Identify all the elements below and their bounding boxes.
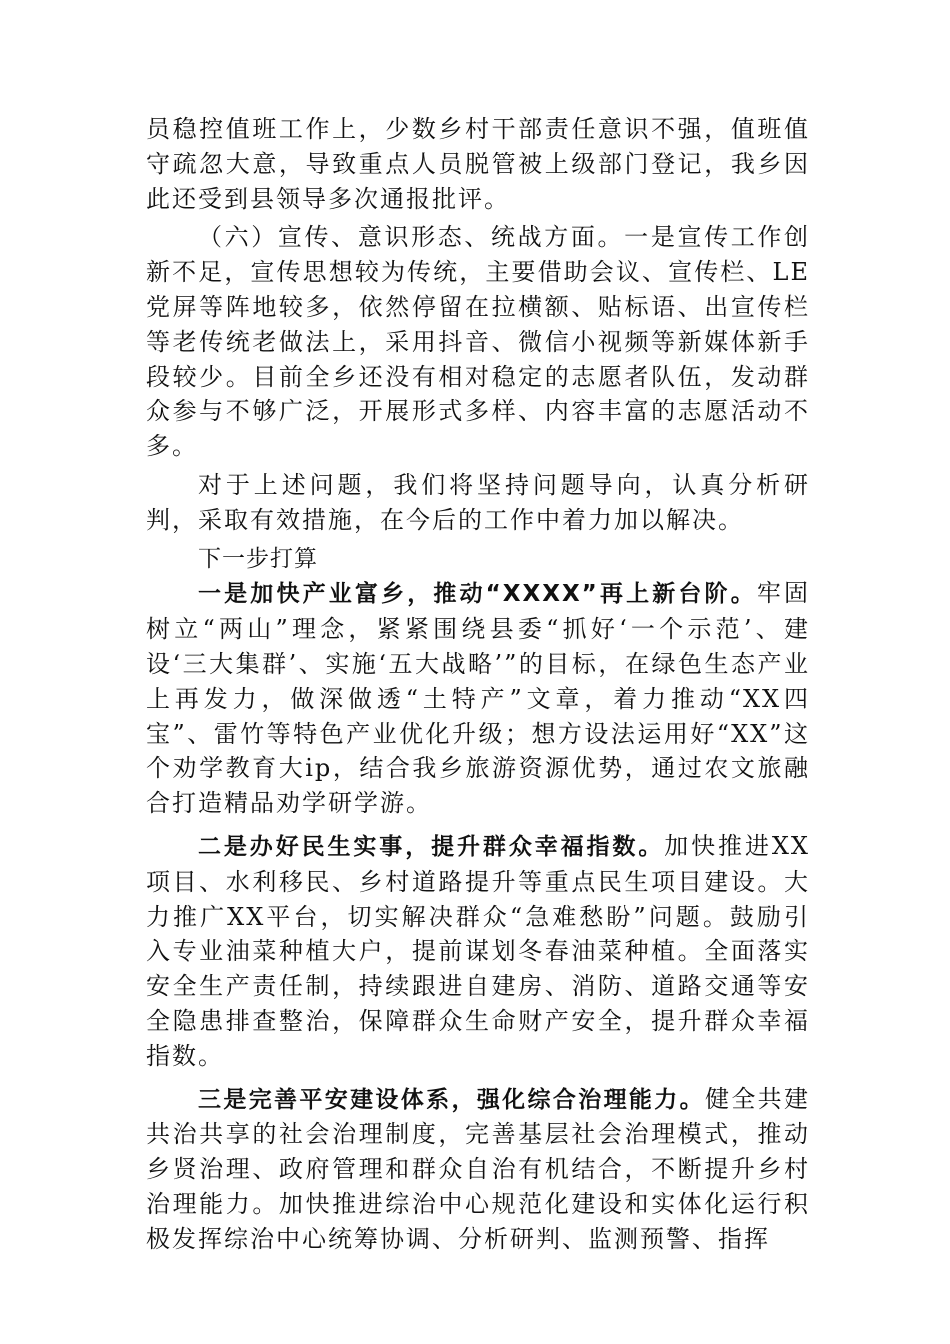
- section-heading-text: 下一步打算: [198, 545, 318, 572]
- paragraph-plan-governance: [146, 1082, 810, 1257]
- section-heading-next-steps: [146, 542, 810, 577]
- paragraph-text: 牢固树立“两山”理念，紧紧围绕县委“抓好‘一个示范’、建设‘三大集群’、实施‘五大战略’”的目标，在绿色生态产业上再发力，做深做透“土特产”文章，着力推动“XX四宝”、雷竹等特色产业优化升级；想方设法运用好“XX”这个劝学教育大ip，结合我乡旅游资源优势，通过农文旅融合打造精品劝学研学游。: [146, 579, 810, 818]
- paragraph-text: 对于上述问题，我们将坚持问题导向，认真分析研判，采取有效措施，在今后的工作中着力加以解决。: [146, 470, 810, 534]
- paragraph-summary: [146, 468, 810, 538]
- paragraph-text: （六）宣传、意识形态、统战方面。一是宣传工作创新不足，宣传思想较为传统，主要借助会议、宣传栏、LE党屏等阵地较多，依然停留在拉横额、贴标语、出宣传栏等老传统老做法上，采用抖音、微信小视频等新媒体新手段较少。目前全乡还没有相对稳定的志愿者队伍，发动群众参与不够广泛，开展形式多样、内容丰富的志愿活动不多。: [146, 223, 810, 461]
- document-page: [146, 112, 810, 1257]
- paragraph-plan-industry: [146, 576, 810, 821]
- paragraph-text: 员稳控值班工作上，少数乡村干部责任意识不强，值班值守疏忽大意，导致重点人员脱管被上级部门登记，我乡因此还受到县领导多次通报批评。: [146, 115, 810, 213]
- paragraph-lead: 二是办好民生实事，提升群众幸福指数。: [198, 833, 665, 860]
- paragraph-plan-livelihood: [146, 829, 810, 1074]
- paragraph-continuation: [146, 112, 810, 216]
- paragraph-lead: 三是完善平安建设体系，强化综合治理能力。: [198, 1086, 705, 1113]
- paragraph-text: 健全共建共治共享的社会治理制度，完善基层社会治理模式，推动乡贤治理、政府管理和群众自治有机结合，不断提升乡村治理能力。加快推进综治中心规范化建设和实体化运行积极发挥综治中心统筹协调、分析研判、监测预警、指挥: [146, 1084, 811, 1253]
- paragraph-lead: 一是加快产业富乡，推动“XXXX”再上新台阶。: [198, 581, 757, 608]
- paragraph-propaganda: [146, 220, 810, 464]
- paragraph-text: 加快推进XX项目、水利移民、乡村道路提升等重点民生项目建设。大力推广XX平台，切实解决群众“急难愁盼”问题。鼓励引入专业油菜种植大户，提前谋划冬春油菜种植。全面落实安全生产责任制，持续跟进自建房、消防、道路交通等安全隐患排查整治，保障群众生命财产安全，提升群众幸福指数。: [146, 831, 811, 1070]
